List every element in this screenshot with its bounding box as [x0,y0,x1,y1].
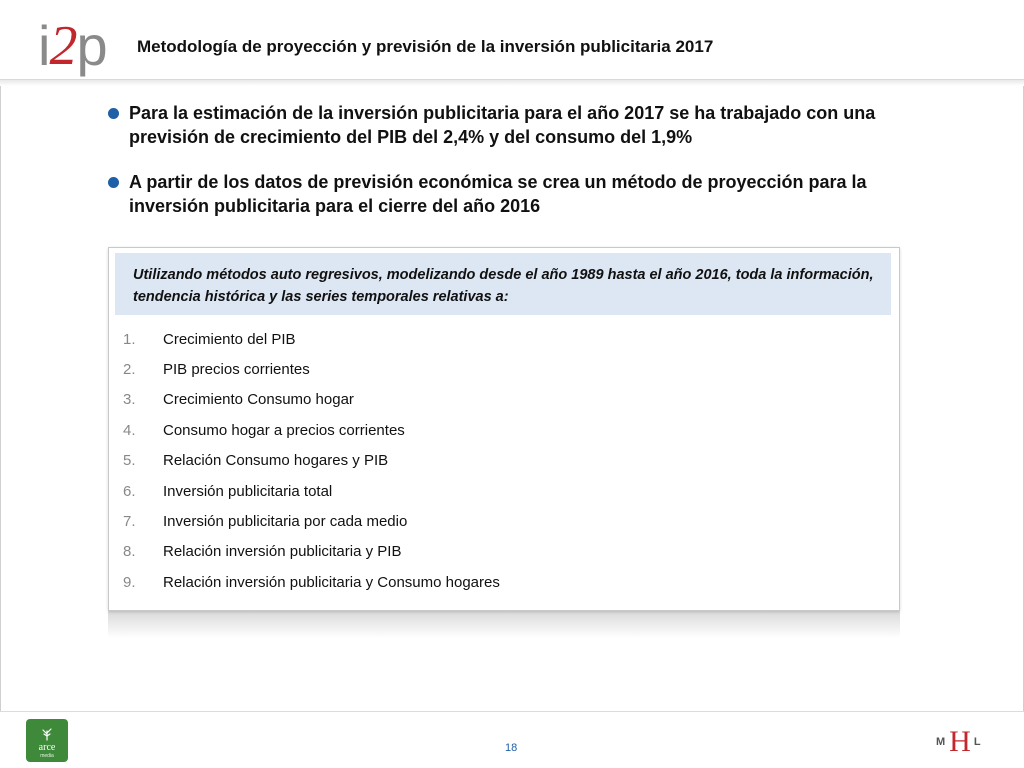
logo-letter-p: p [76,14,107,77]
list-item-label: Inversión publicitaria total [163,482,333,500]
list-item [123,385,500,415]
header-shadow [0,80,1024,86]
list-item-label: Inversión publicitaria por cada medio [163,513,408,531]
arce-logo-subtext: media [40,753,54,759]
list-item [123,537,500,567]
list-item-number: 4. [123,421,136,439]
slide-footer [0,711,1024,768]
bullet-list [108,101,928,239]
box-reflection [108,610,900,638]
list-item [123,476,500,506]
list-item-label: Crecimiento Consumo hogar [163,391,354,409]
list-item-number: 3. [123,391,136,409]
page-title: Metodología de proyección y previsión de la inversión publicitaria 2017 [137,37,714,56]
list-item [123,506,500,536]
bullet-dot-icon [108,177,119,188]
list-item-number: 7. [123,513,136,531]
list-item-number: 6. [123,482,136,500]
mhl-logo-l: L [973,736,982,748]
bullet-text: A partir de los datos de previsión económica se crea un método de proyección para la inversión publicitaria para el cierre del año 2016 [129,172,867,216]
bullet-text: Para la estimación de la inversión publicitaria para el año 2017 se ha trabajado con una previsión de crecimiento del PIB del 2,4% y del consumo del 1,9% [129,103,876,147]
list-item [123,446,500,476]
list-item-label: Consumo hogar a precios corrientes [163,421,405,439]
bullet-item [108,101,928,149]
list-item-label: PIB precios corrientes [163,361,310,379]
logo-letter-i: i [38,14,50,77]
bullet-item [108,170,928,218]
list-item-number: 2. [123,361,136,379]
page-number: 18 [505,742,518,754]
mhl-logo-h: H [949,725,971,758]
list-item [123,324,500,354]
list-item-number: 5. [123,452,136,470]
list-item-label: Crecimiento del PIB [163,330,296,348]
slide-header [0,0,1024,80]
list-item-number: 1. [123,330,136,348]
logo-digit-2: 2 [49,15,77,77]
mhl-logo [936,726,982,758]
list-item-label: Relación inversión publicitaria y Consumo hogares [163,573,500,591]
i2p-logo [38,10,107,77]
arce-media-logo [26,719,68,762]
list-item [123,415,500,445]
bullet-dot-icon [108,108,119,119]
list-item-label: Relación Consumo hogares y PIB [163,452,389,470]
series-box [108,247,900,611]
list-item-label: Relación inversión publicitaria y PIB [163,543,402,561]
list-item [123,567,500,597]
list-item-number: 8. [123,543,136,561]
leaf-icon [39,725,55,741]
list-item-number: 9. [123,573,136,591]
series-list [123,324,500,598]
list-item [123,354,500,384]
series-box-heading: Utilizando métodos auto regresivos, modelizando desde el año 1989 hasta el año 2016, toda la información, tendencia histórica y las series temporales relativas a: [115,253,891,315]
arce-logo-text: arce [38,742,56,753]
mhl-logo-m: M [936,736,947,748]
